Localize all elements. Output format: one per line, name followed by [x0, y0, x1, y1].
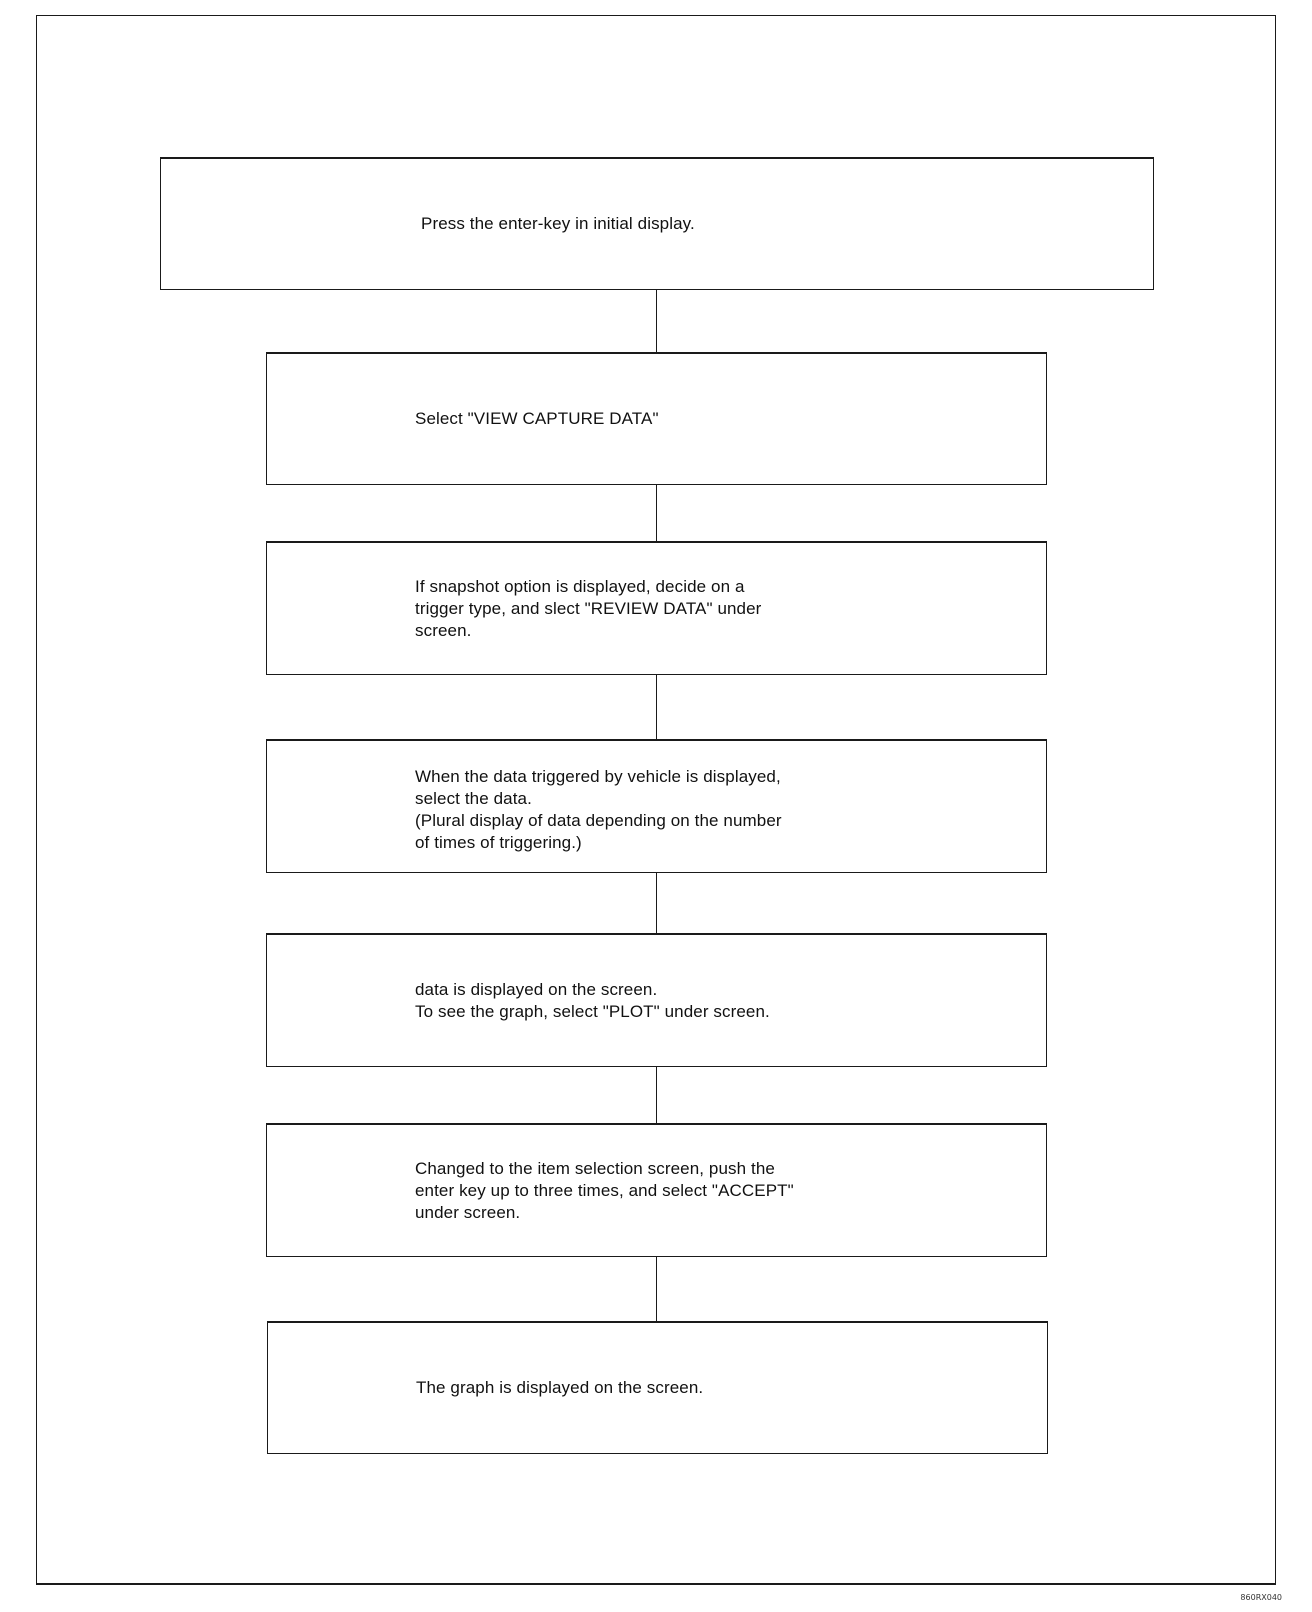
step-4-text: When the data triggered by vehicle is displayed, select the data. (Plural display of data depending on the number of times of triggering.) [415, 767, 782, 853]
flowchart-step-2 [266, 352, 1047, 485]
connector-5-6 [656, 1067, 657, 1124]
step-7-text: The graph is displayed on the screen. [416, 1378, 704, 1397]
flowchart-step-4 [266, 739, 1047, 873]
connector-4-5 [656, 873, 657, 934]
connector-3-4 [656, 675, 657, 740]
step-2-text: Select "VIEW CAPTURE DATA" [415, 409, 659, 428]
flowchart-step-5 [266, 933, 1047, 1067]
flowchart-step-3 [266, 541, 1047, 675]
step-3-text: If snapshot option is displayed, decide on a trigger type, and slect "REVIEW DATA" under screen. [415, 576, 762, 640]
flowchart-step-1 [160, 157, 1154, 290]
connector-6-7 [656, 1257, 657, 1322]
flowchart-step-7 [267, 1321, 1048, 1454]
flowchart-step-6 [266, 1123, 1047, 1257]
step-5-text: data is displayed on the screen. To see the graph, select "PLOT" under screen. [415, 979, 770, 1021]
figure-code: 860RX040 [1240, 1593, 1282, 1602]
connector-1-2 [656, 290, 657, 353]
connector-2-3 [656, 485, 657, 542]
step-6-text: Changed to the item selection screen, push the enter key up to three times, and select "ACCEPT" under screen. [415, 1158, 794, 1222]
step-1-text: Press the enter-key in initial display. [421, 214, 695, 233]
